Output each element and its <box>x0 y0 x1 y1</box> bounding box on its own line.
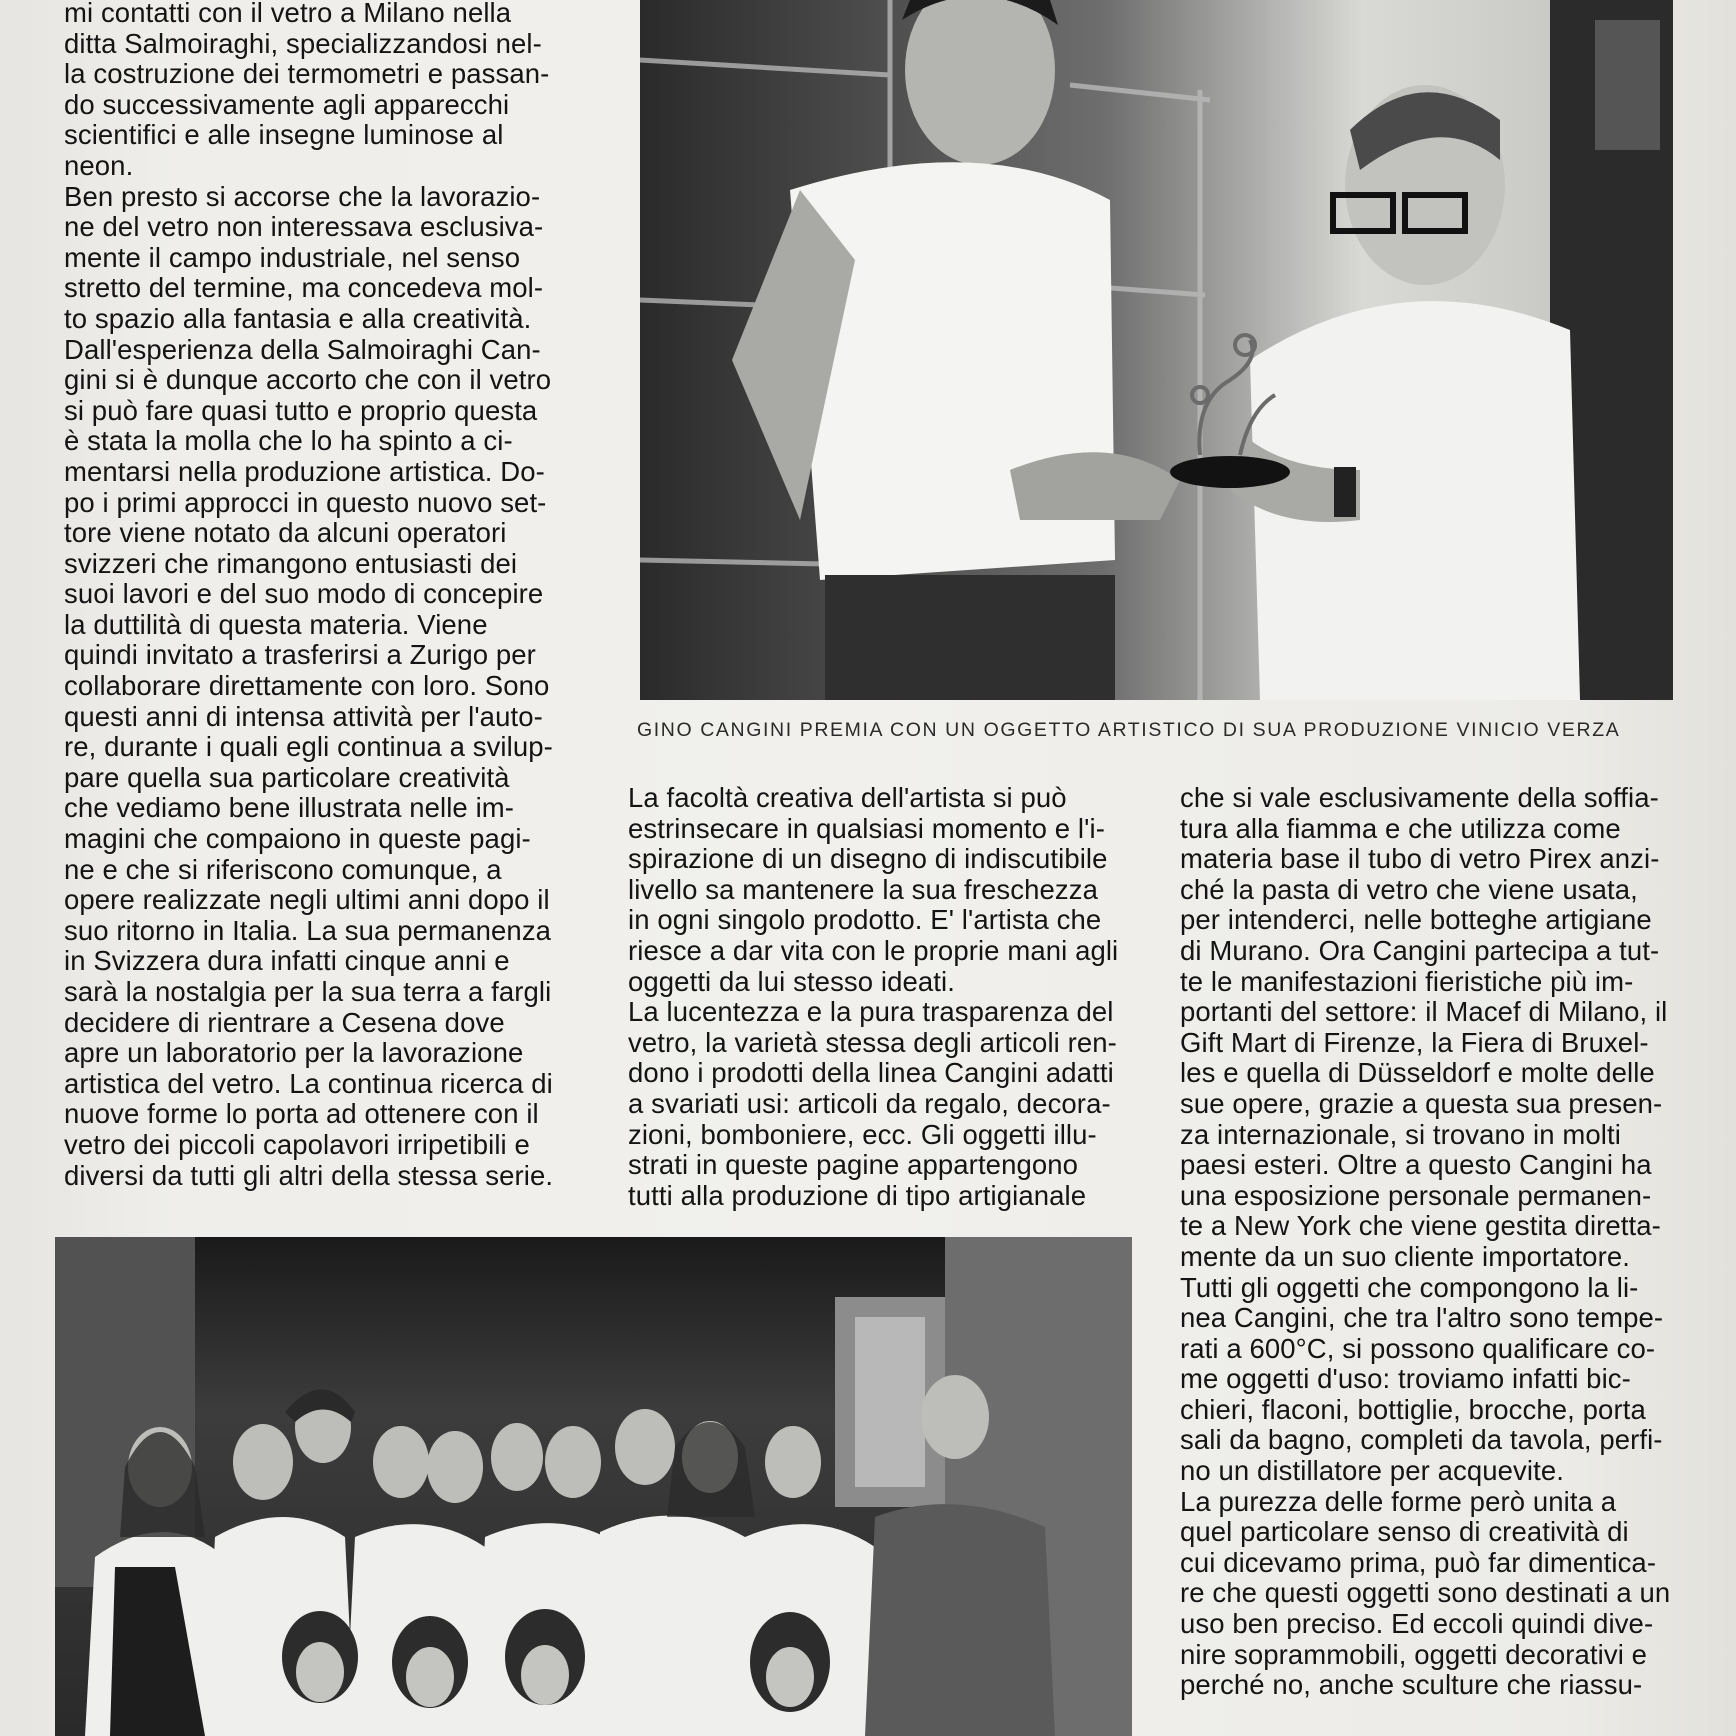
paragraph-right-1: che si vale esclusivamente della soffia- tura alla fiamma e che utilizza come materia base il tubo di vetro Pirex anzi- ché la pasta di vetro che viene usata, per intenderci, nelle botteghe artigiane di Murano. Ora Cangini partecipa a tut- te le manifestazioni fieristiche più im- portanti del settore: il Macef di Milano, il Gift Mart di Firenze, la Fiera di Bruxel- les e quella di Düsseldorf e molte delle sue opere, grazie a questa sua presen- za internazionale, si trovano in molti paesi esteri. Oltre a questo Cangini ha una esposizione personale permanen- te a New York che viene gestita diretta- mente da un suo cliente importatore. <box>1180 782 1668 1272</box>
paragraph-left-3: Dall'esperienza della Salmoiraghi Can- gini si è dunque accorto che con il vetro si può fare quasi tutto e proprio questa è stata la molla che lo ha spinto a ci- mentarsi nella produzione artistica. Do- po i primi approcci in questo nuovo set- tore viene notato da alcuni operatori svizzeri che rimangono entusiasti dei suoi lavori e del suo modo di concepire la duttilità di questa materia. Viene quindi invitato a trasferirsi a Zurigo per collaborare direttamente con loro. Sono questi anni di intensa attività per l'auto- re, durante i quali egli continua a svilup- pare quella sua particolare creatività che vediamo bene illustrata nelle im- magini che compaiono in queste pagi- ne e che si riferiscono comunque, a opere realizzate negli ultimi anni dopo il suo ritorno in Italia. La sua permanenza in Svizzera dura infatti cinque anni e sarà la nostalgia per la sua terra a fargli decidere di rientrare a Cesena dove apre un laboratorio per la lavorazione artistica del vetro. La continua ricerca di nuove forme lo porta ad ottenere con il vetro dei piccoli capolavori irripetibili e diversi da tutti gli altri della stessa serie. <box>64 333 554 1191</box>
paragraph-mid-1: La facoltà creativa dell'artista si può estrinsecare in qualsiasi momento e l'i- spirazione di un disegno di indiscutibile livello sa mantenere la sua freschezza in ogni singolo prodotto. E' l'artista che riesce a dar vita con le proprie mani agli oggetti da lui stesso ideati. <box>628 782 1119 997</box>
paragraph-right-2: Tutti gli oggetti che compongono la li- nea Cangini, che tra l'altro sono tempe- rati a 600°C, si possono qualificare co- me oggetti d'uso: troviamo infatti bic- chieri, flaconi, bottiglie, brocche, porta sali da bagno, completi da tavola, perfi- no un distillatore per acquevite. <box>1180 1271 1664 1487</box>
photo-caption: GINO CANGINI PREMIA CON UN OGGETTO ARTISTICO DI SUA PRODUZIONE VINICIO VERZA <box>637 719 1621 741</box>
photo-award-handover <box>640 0 1673 700</box>
article-column-right <box>1180 783 1682 1701</box>
paragraph-right-3: La purezza delle forme però unita a quel particolare senso di creatività di cui dicevamo prima, può far dimentica- re che questi oggetti sono destinati a un uso ben preciso. Ed eccoli quindi dive- nire soprammobili, oggetti decorativi e perché no, anche sculture che riassu- <box>1180 1485 1671 1701</box>
article-column-middle <box>628 783 1144 1211</box>
paragraph-mid-2: La lucentezza e la pura trasparenza del vetro, la varietà stessa degli articoli ren- dono i prodotti della linea Cangini adatti a svariati usi: articoli da regalo, decora- zioni, bomboniere, ecc. Gli oggetti illu- strati in queste pagine appartengono tutti alla produzione di tipo artigianale <box>628 996 1117 1211</box>
article-column-left <box>64 0 594 1191</box>
photo-group-staff <box>55 1237 1132 1736</box>
paragraph-left-1: mi contatti con il vetro a Milano nella ditta Salmoiraghi, specializzandosi nel- la costruzione dei termometri e passan- do successivamente agli apparecchi scientifici e alle insegne luminose al neon. <box>64 0 550 181</box>
paragraph-left-2: Ben presto si accorse che la lavorazio- ne del vetro non interessava esclusiva- mente il campo industriale, nel senso stretto del termine, ma concedeva mol- to spazio alla fantasia e alla creatività. <box>64 180 544 334</box>
